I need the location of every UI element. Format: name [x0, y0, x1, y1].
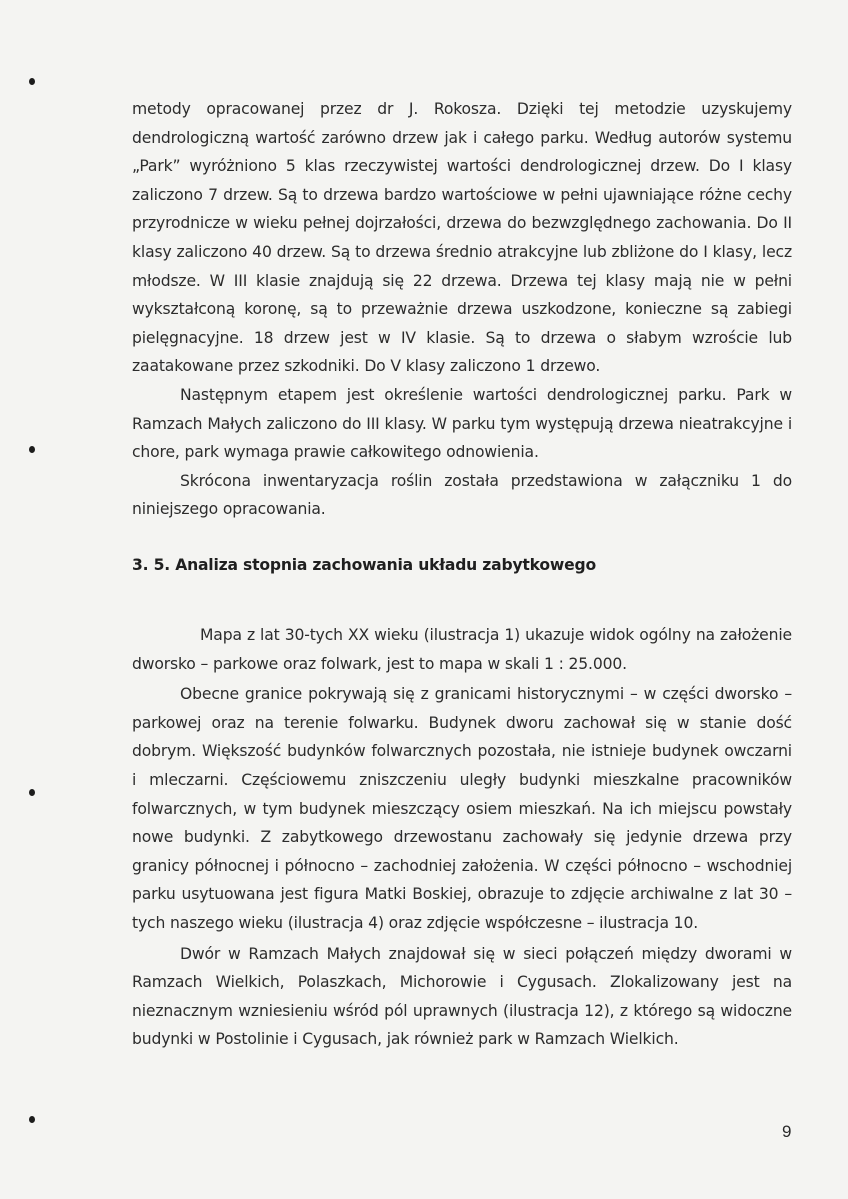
- section1-paragraph1: metody opracowanej przez dr J. Rokosza. Dzięki tej metodzie uzyskujemy dendrologiczną wartość zarówno drzew jak i całego parku. Według autorów systemu „Park” wyróżniono 5 klas rzeczywistej wartości dendrologicznej drzew. Do I klasy zaliczono 7 drzew. Są to drzewa bardzo wartościowe w pełni ujawniające różne cechy przyrodnicze w wieku pełnej dojrzałości, drzewa do bezwzględnego zachowania. Do II klasy zaliczono 40 drzew. Są to drzewa średnio atrakcyjne lub zbliżone do I klasy, lecz młodsze. W III klasie znajdują się 22 drzewa. Drzewa tej klasy mają nie w pełni wykształconą koronę, są to przeważnie drzewa uszkodzone, konieczne są zabiegi pielęgnacyjne. 18 drzew jest w IV klasie. Są to drzewa o słabym wzroście lub zaatakowane przez szkodniki. Do V klasy zaliczono 1 drzewo.: [132, 100, 792, 376]
- section2-paragraph1: Mapa z lat 30-tych XX wieku (ilustracja 1) ukazuje widok ogólny na założenie dworsko – parkowe oraz folwark, jest to mapa w skali 1 : 25.000.: [132, 626, 792, 673]
- punch-hole-mark: [29, 1116, 35, 1123]
- section2-body: [132, 621, 792, 1054]
- section1-paragraph2: Następnym etapem jest określenie wartości dendrologicznej parku. Park w Ramzach Małych zaliczono do III klasy. W parku tym występują drzewa nieatrakcyjne i chore, park wymaga prawie całkowitego odnowienia.: [132, 385, 792, 462]
- section2-paragraph3: Dwór w Ramzach Małych znajdował się w sieci połączeń między dworami w Ramzach Wielkich, Polaszkach, Michorowie i Cygusach. Zlokalizowany jest na nieznacznym wzniesieniu wśród pól uprawnych (ilustracja 12), z którego są widoczne budynki w Postolinie i Cygusach, jak również park w Ramzach Wielkich.: [132, 944, 792, 1049]
- section1-paragraph3: Skrócona inwentaryzacja roślin została przedstawiona w załączniku 1 do niniejszego opracowania.: [132, 471, 792, 519]
- page-number: 9: [782, 1122, 792, 1141]
- punch-hole-mark: [29, 446, 35, 453]
- section2-paragraph2: Obecne granice pokrywają się z granicami historycznymi – w części dworsko – parkowej oraz na terenie folwarku. Budynek dworu zachował się w stanie dość dobrym. Większość budynków folwarcznych pozostała, nie istnieje budynek owczarni i mleczarni. Częściowemu zniszczeniu uległy budynki mieszkalne pracowników folwarcznych, w tym budynek mieszczący osiem mieszkań. Na ich miejscu powstały nowe budynki. Z zabytkowego drzewostanu zachowały się jedynie drzewa przy granicy północnej i północno – zachodniej założenia. W części północno – wschodniej parku usytuowana jest figura Matki Boskiej, obrazuje to zdjęcie archiwalne z lat 30 – tych naszego wieku (ilustracja 4) oraz zdjęcie współczesne – ilustracja 10.: [132, 685, 792, 932]
- punch-hole-mark: [29, 78, 35, 85]
- section-heading: 3. 5. Analiza stopnia zachowania układu zabytkowego: [132, 556, 596, 574]
- punch-hole-mark: [29, 789, 35, 796]
- section1-body: [132, 95, 792, 524]
